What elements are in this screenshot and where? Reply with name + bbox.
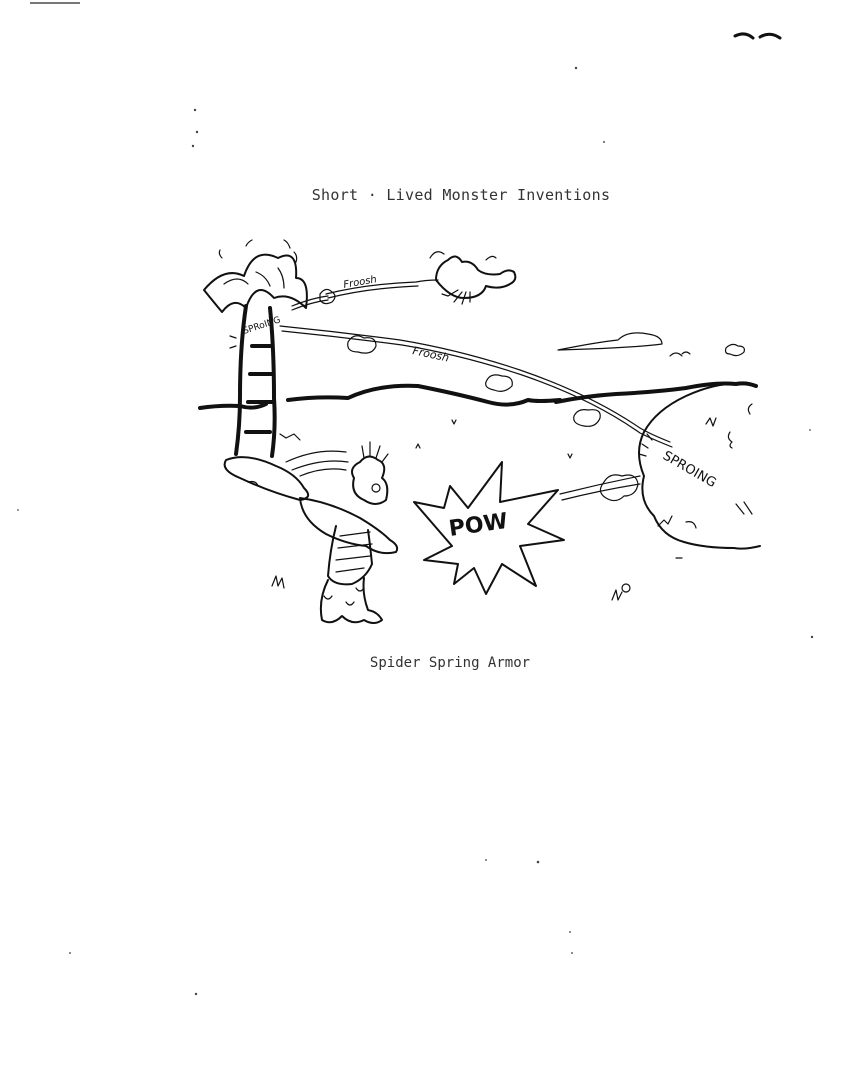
illustration-caption: Spider Spring Armor bbox=[369, 655, 531, 671]
flying-monster bbox=[430, 252, 515, 304]
sproing-tree-label: SPRoING bbox=[241, 315, 282, 337]
cartoon-illustration bbox=[196, 236, 762, 634]
sproing-rock-label: SPROING bbox=[660, 448, 719, 491]
froosh-mid-label: Froosh bbox=[411, 344, 451, 365]
froosh-top-label: Froosh bbox=[342, 274, 378, 291]
page-title: Short · Lived Monster Inventions bbox=[311, 186, 611, 204]
pow-label: POW bbox=[447, 508, 510, 542]
caveman-character bbox=[225, 434, 398, 623]
horizon-line bbox=[200, 404, 266, 408]
palm-tree bbox=[204, 240, 307, 456]
pow-burst bbox=[414, 462, 564, 594]
